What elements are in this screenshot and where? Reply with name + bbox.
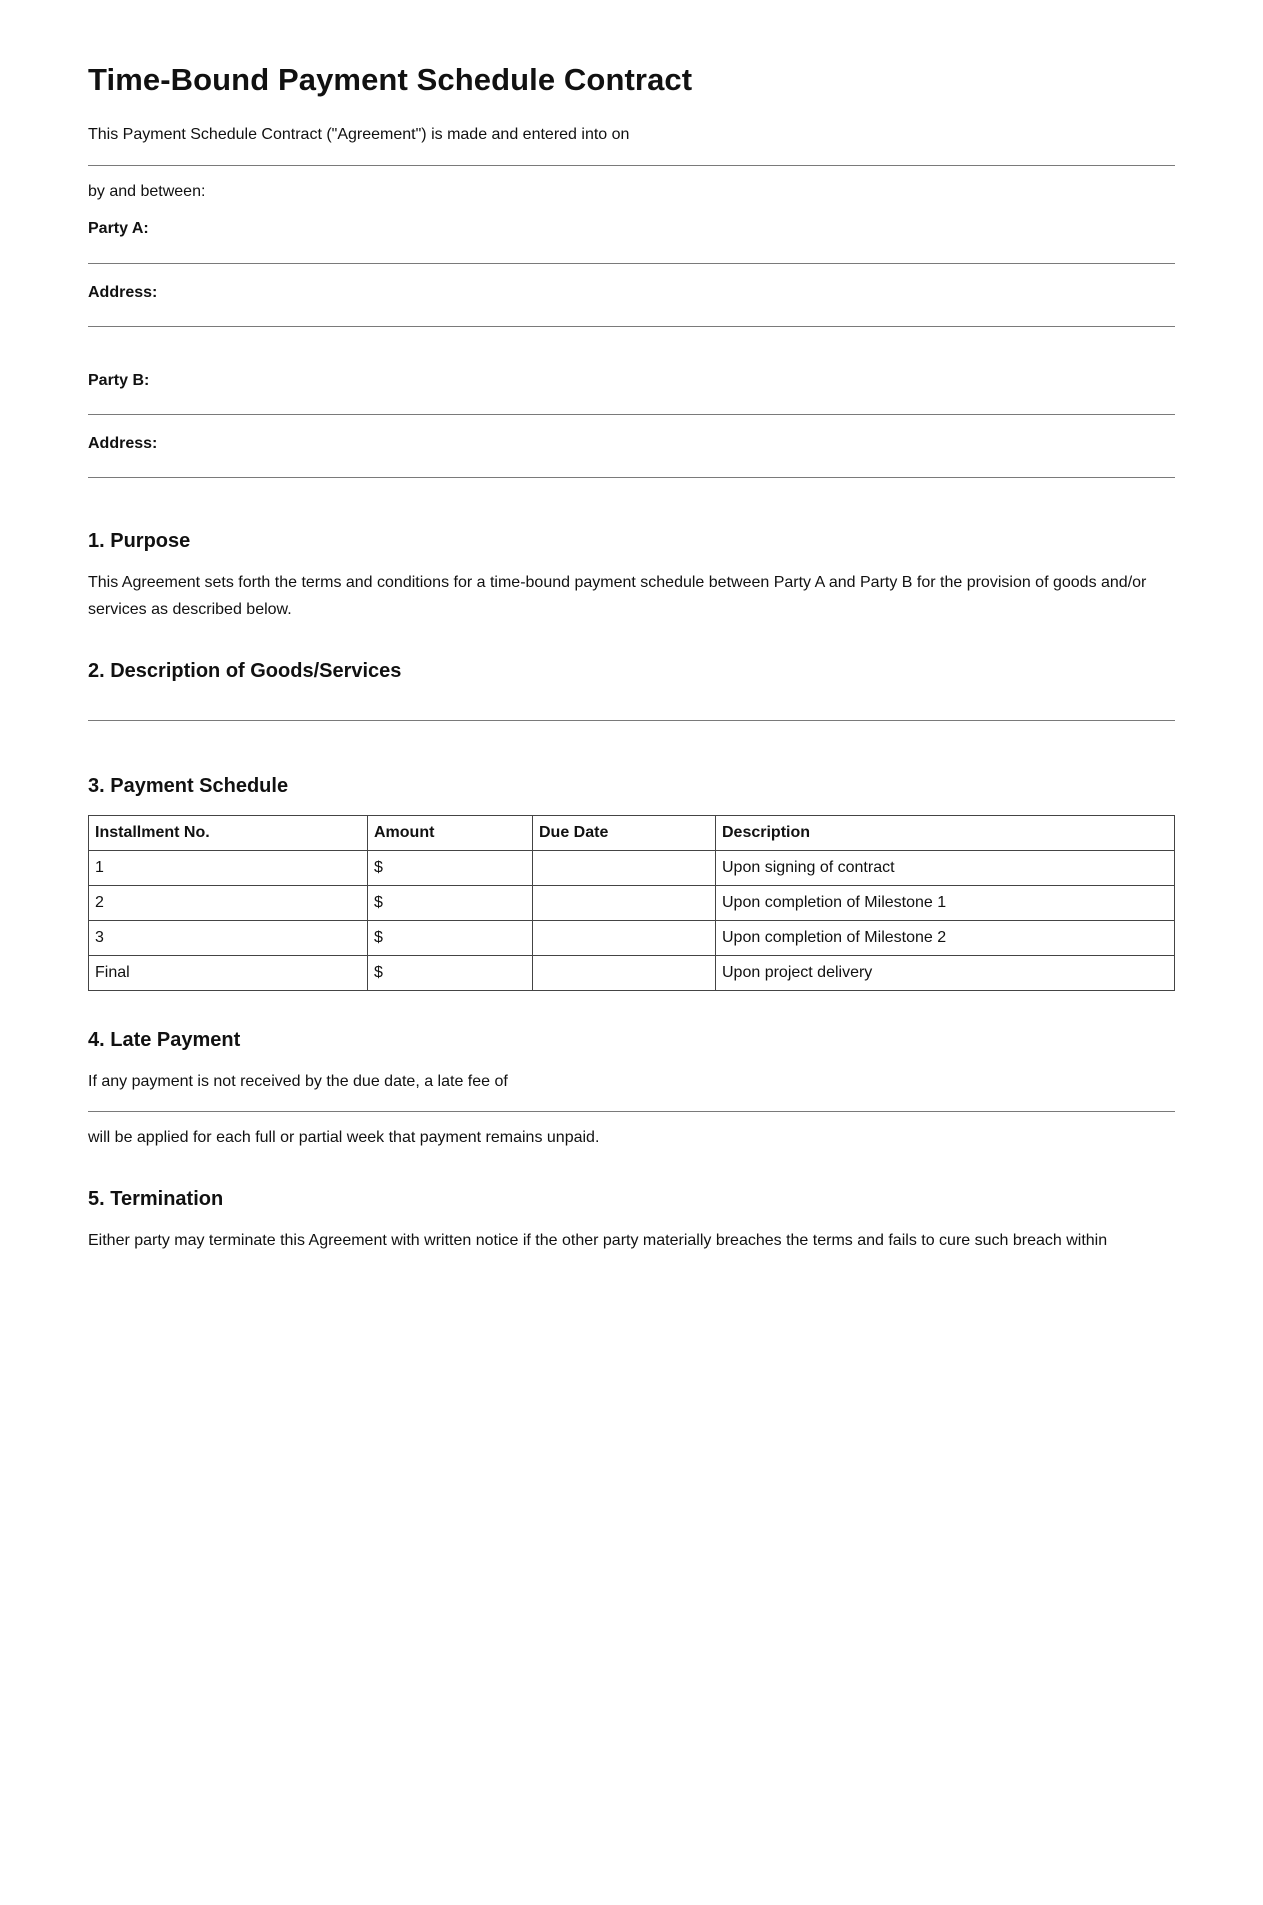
description-line[interactable] bbox=[88, 720, 1175, 721]
amount-cell[interactable]: $ bbox=[368, 851, 533, 886]
late-fee-line[interactable] bbox=[88, 1111, 1175, 1112]
party-b-line[interactable] bbox=[88, 414, 1175, 415]
table-row bbox=[89, 956, 1175, 991]
installment-cell: 3 bbox=[89, 921, 368, 956]
agreement-date-line[interactable] bbox=[88, 165, 1175, 166]
payment-schedule-table bbox=[88, 815, 1175, 991]
party-b-address-line[interactable] bbox=[88, 477, 1175, 478]
due-date-cell[interactable] bbox=[533, 851, 716, 886]
installment-cell: 2 bbox=[89, 886, 368, 921]
amount-cell[interactable]: $ bbox=[368, 886, 533, 921]
amount-cell[interactable]: $ bbox=[368, 921, 533, 956]
column-header-due-date: Due Date bbox=[533, 816, 716, 851]
party-b-label: Party B: bbox=[88, 371, 150, 389]
due-date-cell[interactable] bbox=[533, 921, 716, 956]
column-header-installment: Installment No. bbox=[89, 816, 368, 851]
party-a-address-label: Address: bbox=[88, 283, 158, 301]
purpose-heading: 1. Purpose bbox=[88, 530, 191, 553]
late-payment-text: If any payment is not received by the due date, a late fee of bbox=[88, 1073, 508, 1091]
purpose-text: This Agreement sets forth the terms and conditions for a time-bound payment schedule between Party A and Party B for the provision of goods and/or services as described below. bbox=[88, 574, 1147, 618]
party-a-line[interactable] bbox=[88, 263, 1175, 264]
party-b-address-label: Address: bbox=[88, 435, 158, 453]
due-date-cell[interactable] bbox=[533, 886, 716, 921]
installment-cell: Final bbox=[89, 956, 368, 991]
due-date-cell[interactable] bbox=[533, 956, 716, 991]
termination-heading: 5. Termination bbox=[88, 1187, 224, 1210]
by-and-between-text: by and between: bbox=[88, 182, 206, 200]
column-header-amount: Amount bbox=[368, 816, 533, 851]
party-a-label: Party A: bbox=[88, 220, 149, 238]
late-payment-text-continued: will be applied for each full or partial week that payment remains unpaid. bbox=[88, 1129, 600, 1147]
description-cell: Upon project delivery bbox=[716, 956, 1175, 991]
table-row bbox=[89, 851, 1175, 886]
description-cell: Upon completion of Milestone 2 bbox=[716, 921, 1175, 956]
description-cell: Upon completion of Milestone 1 bbox=[716, 886, 1175, 921]
column-header-description: Description bbox=[716, 816, 1175, 851]
amount-cell[interactable]: $ bbox=[368, 956, 533, 991]
late-payment-heading: 4. Late Payment bbox=[88, 1029, 241, 1052]
table-header-row bbox=[89, 816, 1175, 851]
payment-schedule-heading: 3. Payment Schedule bbox=[88, 775, 289, 798]
table-row bbox=[89, 886, 1175, 921]
description-cell: Upon signing of contract bbox=[716, 851, 1175, 886]
page-title: Time-Bound Payment Schedule Contract bbox=[88, 62, 693, 97]
intro-text: This Payment Schedule Contract ("Agreement") is made and entered into on bbox=[88, 126, 630, 144]
installment-cell: 1 bbox=[89, 851, 368, 886]
description-heading: 2. Description of Goods/Services bbox=[88, 660, 402, 683]
table-row bbox=[89, 921, 1175, 956]
party-a-address-line[interactable] bbox=[88, 326, 1175, 327]
termination-text: Either party may terminate this Agreement with written notice if the other party materially breaches the terms and fails to cure such breach within bbox=[88, 1231, 1108, 1249]
